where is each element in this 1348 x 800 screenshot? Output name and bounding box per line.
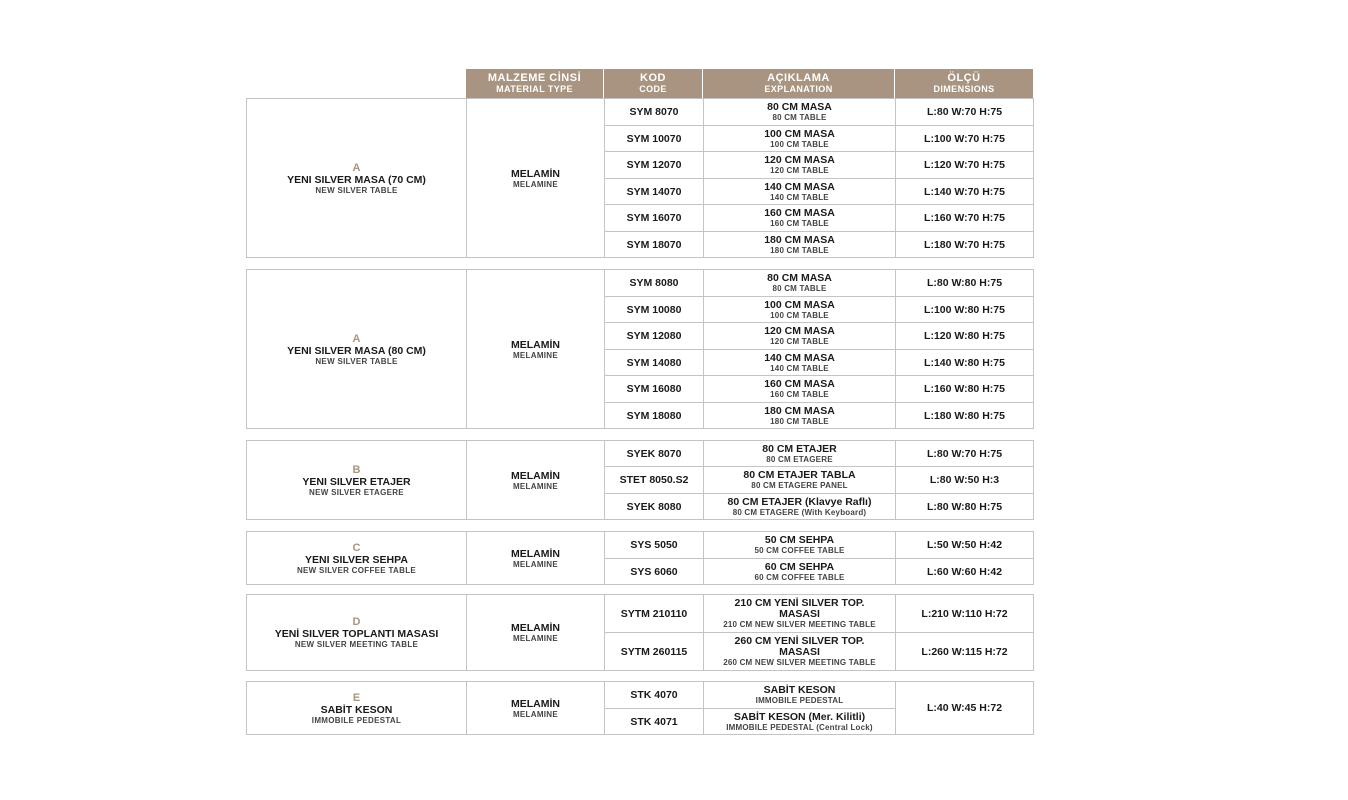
explanation-tr: 260 CM YENİ SILVER TOP. MASASI [734, 635, 865, 658]
group-letter: A [352, 332, 361, 345]
table-row [247, 441, 1034, 467]
dimensions: L:260 W:115 H:72 [896, 633, 1034, 671]
explanation-en: 100 CM TABLE [770, 310, 829, 320]
header-code [604, 69, 703, 98]
product-name-cell [247, 270, 467, 429]
header-dimensions-en: DIMENSIONS [933, 84, 995, 94]
explanation-tr: 100 CM MASA [764, 127, 835, 140]
explanation-tr: 180 CM MASA [764, 404, 835, 417]
explanation-cell [704, 152, 896, 179]
explanation-en: IMMOBILE PEDESTAL [755, 696, 844, 705]
dimensions: L:140 W:80 H:75 [896, 350, 1034, 376]
product-name-cell [247, 595, 467, 671]
explanation-en: IMMOBILE PEDESTAL (Central Lock) [726, 722, 873, 732]
product-code: SYM 18070 [605, 232, 704, 258]
explanation-tr: SABİT KESON (Mer. Kilitli) [733, 710, 866, 723]
product-name: YENI SILVER SEHPA [305, 553, 408, 566]
explanation-cell [704, 682, 896, 709]
explanation-tr: 140 CM MASA [764, 351, 835, 364]
explanation-tr: 80 CM ETAJER (Klavye Raflı) [727, 495, 872, 508]
explanation-cell [704, 179, 896, 205]
explanation-cell [704, 532, 896, 559]
explanation-cell [704, 633, 896, 671]
material-name-en: MELAMINE [512, 350, 559, 360]
product-name-en: NEW SILVER TABLE [315, 185, 398, 195]
product-code: SYM 16080 [605, 376, 704, 403]
product-code: STK 4071 [605, 709, 704, 735]
dimensions: L:80 W:70 H:75 [896, 99, 1034, 126]
explanation-cell [704, 350, 896, 376]
product-code: SYM 12080 [605, 323, 704, 350]
material-name-en: MELAMINE [512, 481, 559, 491]
header-dimensions-tr: ÖLÇÜ [947, 72, 981, 84]
group-letter: E [352, 691, 361, 704]
explanation-en: 140 CM TABLE [770, 192, 829, 202]
material-name: MELAMİN [511, 697, 560, 710]
explanation-en: 160 CM TABLE [770, 219, 829, 228]
dimensions: L:80 W:80 H:75 [896, 270, 1034, 297]
explanation-cell [704, 270, 896, 297]
dimensions: L:180 W:80 H:75 [896, 403, 1034, 429]
product-name-cell [247, 441, 467, 520]
dimensions: L:160 W:70 H:75 [896, 205, 1034, 232]
product-code: SYM 10080 [605, 297, 704, 323]
material-cell [467, 270, 605, 429]
material-name: MELAMİN [511, 622, 560, 634]
product-name-cell [247, 682, 467, 735]
header-material-en: MATERIAL TYPE [496, 84, 573, 94]
dimensions: L:140 W:70 H:75 [896, 179, 1034, 205]
explanation-tr: 120 CM MASA [764, 325, 835, 337]
material-name: MELAMİN [511, 469, 560, 482]
explanation-cell [704, 595, 896, 633]
dimensions: L:50 W:50 H:42 [896, 532, 1034, 559]
explanation-tr: 140 CM MASA [764, 180, 835, 193]
group-letter: D [352, 616, 361, 628]
product-group-a-80 [246, 269, 1033, 429]
explanation-en: 100 CM TABLE [770, 139, 829, 149]
product-name-en: NEW SILVER ETAGERE [309, 487, 404, 497]
product-table [246, 681, 1034, 735]
group-letter: C [352, 541, 361, 554]
explanation-tr: 160 CM MASA [764, 207, 835, 219]
product-group-e [246, 681, 1033, 735]
dimensions: L:80 W:70 H:75 [896, 441, 1034, 467]
product-name-cell [247, 532, 467, 585]
material-name-en: MELAMINE [512, 709, 559, 719]
product-group-b [246, 440, 1033, 520]
dimensions: L:120 W:80 H:75 [896, 323, 1034, 350]
product-code: SYTM 210110 [605, 595, 704, 633]
dimensions: L:210 W:110 H:72 [896, 595, 1034, 633]
explanation-en: 80 CM ETAGERE (With Keyboard) [732, 507, 867, 517]
explanation-en: 160 CM TABLE [770, 390, 829, 399]
table-row [247, 532, 1034, 559]
product-name: YENI SILVER MASA (70 CM) [287, 173, 426, 186]
table-row [247, 99, 1034, 126]
product-code: SYM 16070 [605, 205, 704, 232]
group-letter: A [352, 161, 361, 174]
explanation-cell [704, 99, 896, 126]
table-row [247, 682, 1034, 709]
product-code: SYEK 8070 [605, 441, 704, 467]
explanation-en: 120 CM TABLE [770, 166, 829, 175]
material-cell [467, 682, 605, 735]
material-cell [467, 595, 605, 671]
explanation-cell [704, 376, 896, 403]
explanation-en: 80 CM TABLE [772, 284, 827, 293]
product-code: SYM 18080 [605, 403, 704, 429]
product-code: STK 4070 [605, 682, 704, 709]
explanation-tr: 180 CM MASA [764, 233, 835, 246]
product-table [246, 594, 1034, 671]
product-group-c [246, 531, 1033, 585]
material-name-en: MELAMINE [512, 179, 559, 189]
header-code-tr: KOD [640, 72, 666, 84]
product-code: SYM 8080 [605, 270, 704, 297]
header-dimensions [895, 69, 1033, 98]
header-material-tr: MALZEME CİNSİ [487, 72, 582, 84]
dimensions: L:100 W:80 H:75 [896, 297, 1034, 323]
explanation-tr: 50 CM SEHPA [764, 534, 835, 546]
explanation-tr: 80 CM ETAJER TABLA [743, 469, 856, 481]
explanation-cell [704, 323, 896, 350]
explanation-cell [704, 126, 896, 152]
explanation-en: 80 CM ETAGERE PANEL [751, 481, 848, 490]
product-code: SYS 6060 [605, 559, 704, 585]
header-code-en: CODE [639, 84, 667, 94]
explanation-cell [704, 467, 896, 494]
explanation-cell [704, 297, 896, 323]
material-name: MELAMİN [511, 167, 560, 180]
product-name: YENI SILVER ETAJER [302, 475, 411, 488]
explanation-en: 120 CM TABLE [770, 337, 829, 346]
header-explanation [703, 69, 895, 98]
product-name-en: NEW SILVER TABLE [315, 356, 398, 366]
explanation-tr: 80 CM MASA [767, 101, 832, 113]
product-code: SYM 10070 [605, 126, 704, 152]
explanation-en: 60 CM COFFEE TABLE [754, 572, 845, 582]
explanation-tr: SABİT KESON [763, 684, 836, 696]
explanation-tr: 120 CM MASA [764, 154, 835, 166]
product-code: SYM 12070 [605, 152, 704, 179]
explanation-cell [704, 709, 896, 735]
table-row [247, 270, 1034, 297]
material-name: MELAMİN [511, 338, 560, 351]
product-name-cell [247, 99, 467, 258]
explanation-en: 50 CM COFFEE TABLE [754, 546, 845, 555]
explanation-cell [704, 494, 896, 520]
material-cell [467, 441, 605, 520]
product-code: SYM 14070 [605, 179, 704, 205]
explanation-en: 80 CM TABLE [772, 113, 827, 122]
dimensions: L:180 W:70 H:75 [896, 232, 1034, 258]
dimensions: L:100 W:70 H:75 [896, 126, 1034, 152]
explanation-cell [704, 403, 896, 429]
explanation-cell [704, 205, 896, 232]
product-code: SYM 14080 [605, 350, 704, 376]
dimensions: L:80 W:80 H:75 [896, 494, 1034, 520]
dimensions: L:40 W:45 H:72 [896, 682, 1034, 735]
header-explanation-tr: AÇIKLAMA [767, 72, 830, 84]
product-name: SABİT KESON [320, 703, 393, 716]
product-table [246, 269, 1034, 429]
table-row [247, 595, 1034, 633]
product-table [246, 531, 1034, 585]
explanation-tr: 160 CM MASA [764, 378, 835, 390]
explanation-cell [704, 441, 896, 467]
explanation-en: 180 CM TABLE [770, 416, 829, 426]
product-code: SYEK 8080 [605, 494, 704, 520]
explanation-cell [704, 559, 896, 585]
dimensions: L:160 W:80 H:75 [896, 376, 1034, 403]
product-code: SYM 8070 [605, 99, 704, 126]
product-group-a-70 [246, 98, 1033, 258]
material-name-en: MELAMINE [512, 634, 559, 643]
dimensions: L:60 W:60 H:42 [896, 559, 1034, 585]
explanation-en: 180 CM TABLE [770, 245, 829, 255]
explanation-tr: 100 CM MASA [764, 298, 835, 311]
product-name: YENI SILVER MASA (80 CM) [287, 344, 426, 357]
header-explanation-en: EXPLANATION [764, 84, 833, 94]
material-cell [467, 99, 605, 258]
dimensions: L:120 W:70 H:75 [896, 152, 1034, 179]
material-name: MELAMİN [511, 547, 560, 560]
product-code: STET 8050.S2 [605, 467, 704, 494]
product-name-en: IMMOBILE PEDESTAL [311, 715, 402, 725]
material-name-en: MELAMINE [512, 559, 559, 569]
product-code: SYTM 260115 [605, 633, 704, 671]
explanation-en: 260 CM NEW SILVER MEETING TABLE [723, 658, 876, 667]
group-letter: B [352, 463, 361, 476]
product-name-en: NEW SILVER MEETING TABLE [294, 640, 419, 649]
material-cell [467, 532, 605, 585]
explanation-en: 210 CM NEW SILVER MEETING TABLE [723, 620, 876, 629]
explanation-tr: 60 CM SEHPA [764, 560, 835, 573]
product-table [246, 440, 1034, 520]
product-name: YENİ SILVER TOPLANTI MASASI [274, 628, 439, 640]
header-material [466, 69, 604, 98]
explanation-en: 80 CM ETAGERE [766, 454, 833, 464]
explanation-tr: 80 CM MASA [767, 272, 832, 284]
explanation-cell [704, 232, 896, 258]
explanation-tr: 80 CM ETAJER [762, 442, 837, 455]
product-group-d [246, 594, 1033, 671]
dimensions: L:80 W:50 H:3 [896, 467, 1034, 494]
product-code: SYS 5050 [605, 532, 704, 559]
explanation-en: 140 CM TABLE [770, 363, 829, 373]
explanation-tr: 210 CM YENİ SILVER TOP. MASASI [734, 597, 865, 620]
product-table [246, 98, 1034, 258]
product-name-en: NEW SILVER COFFEE TABLE [296, 565, 417, 575]
